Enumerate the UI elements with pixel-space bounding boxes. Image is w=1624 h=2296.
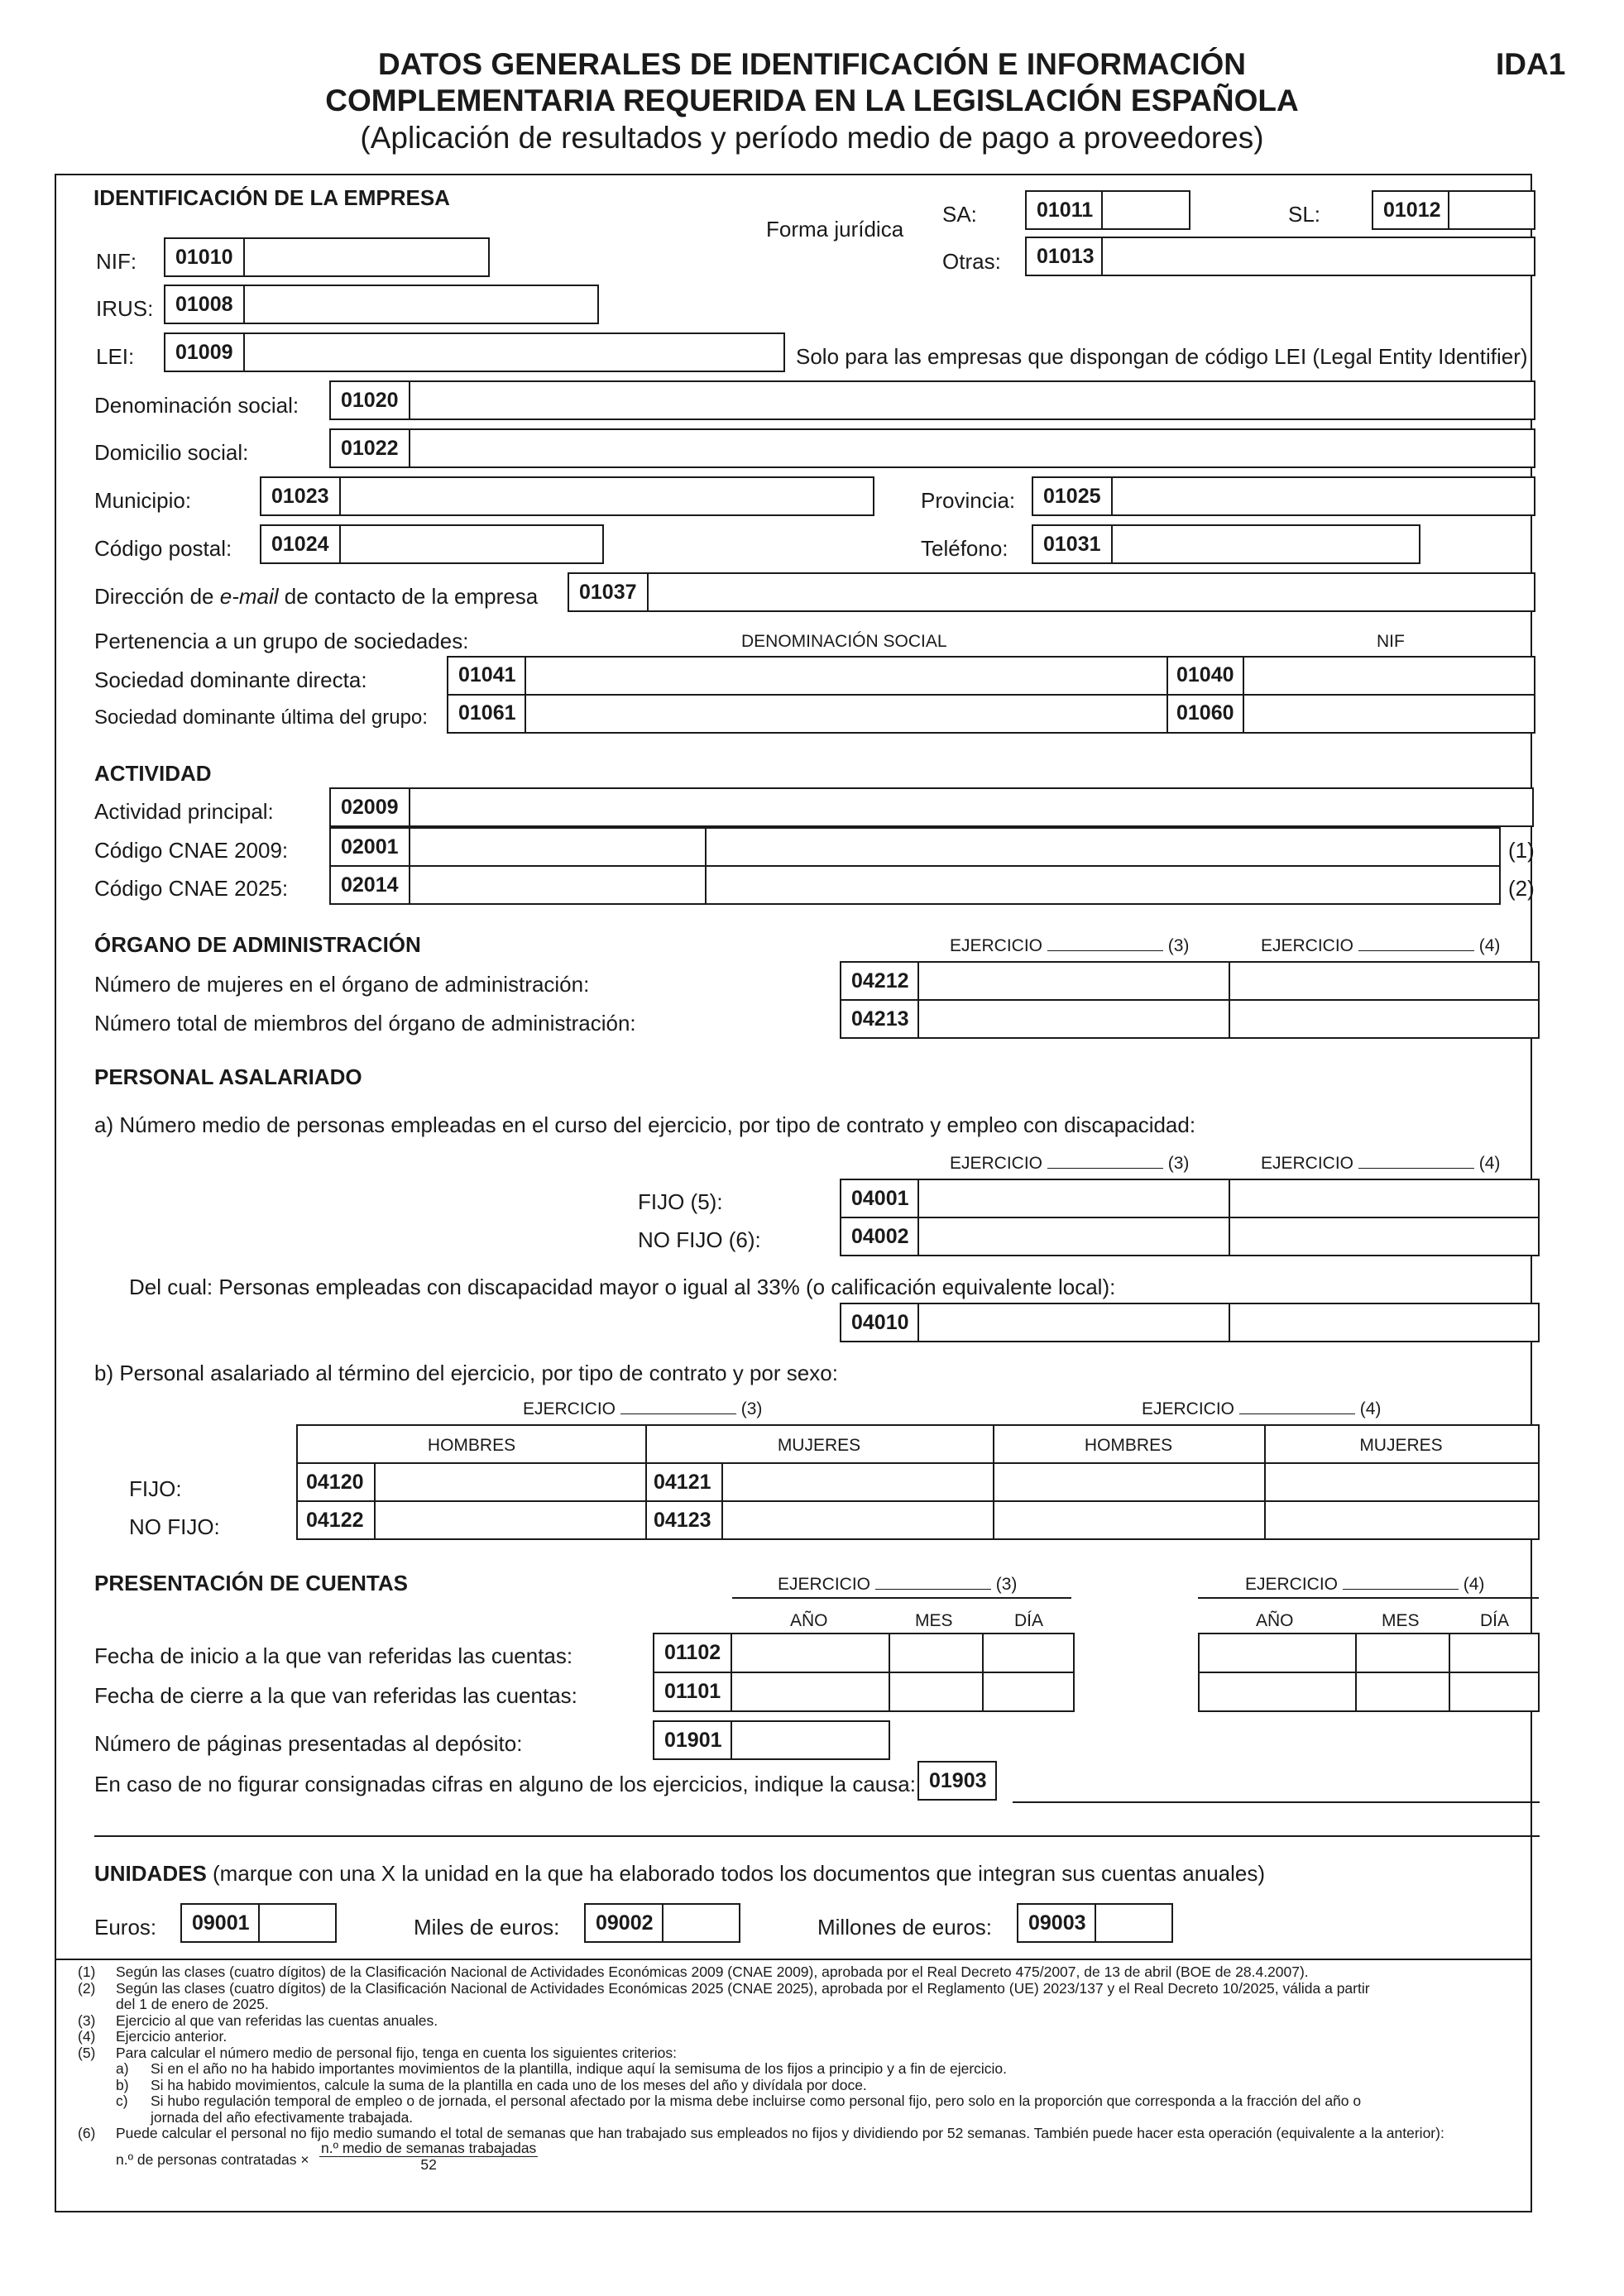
inicio-label: Fecha de inicio a la que van referidas las cuentas: [94,1643,573,1668]
organo-ejercicio-4-label: EJERCICIO [1261,936,1354,955]
cp-field[interactable] [260,524,604,564]
euros-code: 09001 [182,1905,260,1941]
causa-label: En caso de no figurar consignadas cifras en alguno de los ejercicios, indique la causa: [94,1772,916,1796]
footnote-5a-text: Si en el año no ha habido importantes movimientos de la plantilla, indique aquí la semisuma de los fijos a principio y a fin de ejercicio. [151,2060,1008,2077]
cuentas-ref-3: (3) [995,1575,1018,1594]
cuentas-ejercicio-3-rule [732,1597,1071,1599]
total-organo-code: 04213 [851,1007,909,1031]
title-line-1: DATOS GENERALES DE IDENTIFICACIÓN E INFORMACIÓN [377,47,1247,81]
sl-label: SL: [1288,202,1321,227]
cnae2009-ref: (1) [1508,838,1535,863]
personal-a-ejercicio-4-label: EJERCICIO [1261,1154,1354,1173]
paginas-field[interactable] [653,1720,890,1760]
domicilio-code: 01022 [331,430,410,466]
domicilio-field[interactable] [329,428,1535,468]
b-mujeres-header-3: MUJERES [777,1436,861,1455]
personal-a-ref-3: (3) [1167,1154,1190,1173]
organo-ref-4: (4) [1478,936,1501,955]
b-fijo-m-code: 04121 [654,1471,711,1494]
organo-ref-3: (3) [1167,936,1190,955]
total-organo-input-4[interactable] [1230,1001,1538,1037]
title-line-2: COMPLEMENTARIA REQUERIDA EN LA LEGISLACIÓN ESPAÑOLA [325,84,1299,117]
directa-input[interactable] [526,658,1167,694]
formula [78,2139,1559,2175]
miles-code: 09002 [586,1905,663,1941]
b-nofijo-m-input[interactable] [723,1502,993,1538]
footnote-5b-num: b) [116,2076,129,2093]
form-code: IDA1 [1496,47,1566,81]
b-fijo-h-input[interactable] [376,1464,645,1500]
cuentas-heading: PRESENTACIÓN DE CUENTAS [94,1571,408,1595]
cierre-mes-3[interactable] [890,1673,982,1710]
personal-b-ref-3: (3) [740,1399,763,1418]
footnote-6-num: (6) [78,2125,96,2141]
dia-header-3: DÍA [1014,1611,1044,1630]
ultima-nif-code: 01060 [1176,701,1234,725]
discap-input-3[interactable] [919,1304,1229,1341]
cuentas-table-4 [1198,1633,1540,1712]
ultima-input[interactable] [526,696,1167,732]
inicio-dia-4[interactable] [1450,1634,1538,1672]
footnote-2-text-a: Según las clases (cuatro dígitos) de la Clasificación Nacional de Actividades Económicas 2025 (CNAE 2025), aprobada por el Reglamento (UE) 2023/137 y el Real Decreto 10/2025, válida a partir [116,1979,1370,1997]
actividad-heading: ACTIVIDAD [94,761,212,786]
cuentas-ejercicio-3-blank[interactable] [875,1576,991,1590]
fijo-input-4[interactable] [1230,1180,1538,1217]
footnote-1-num: (1) [78,1964,96,1980]
denominacion-label: Denominación social: [94,393,299,418]
irus-field[interactable] [164,285,599,324]
inicio-code: 01102 [664,1641,721,1664]
cierre-anio-4[interactable] [1200,1673,1355,1710]
personal-a-ejercicio-3-blank[interactable] [1047,1155,1163,1169]
personal-a-ref-4: (4) [1478,1154,1501,1173]
organo-ejercicio-3 [950,936,1189,956]
cnae2025-code: 02014 [341,873,399,897]
miles-label: Miles de euros: [414,1915,560,1940]
b-mujeres-header-4: MUJERES [1359,1436,1443,1455]
footnote-5b [78,2078,1559,2094]
grupo-label: Pertenencia a un grupo de sociedades: [94,629,469,653]
formula-denominator: 52 [420,2156,437,2173]
paginas-label: Número de páginas presentadas al depósito: [94,1731,523,1756]
page-subtitle: (Aplicación de resultados y período medio de pago a proveedores) [360,121,1264,155]
email-label-post: de contacto de la empresa [278,584,539,609]
footnote-5 [78,2045,1559,2062]
cierre-dia-3[interactable] [984,1673,1073,1710]
b-nofijo-h-input-4[interactable] [994,1502,1264,1538]
personal-b-table [296,1424,1540,1540]
euros-label: Euros: [94,1915,157,1940]
nofijo-label: NO FIJO (6): [638,1227,761,1252]
personal-b-ejercicio-3 [523,1399,762,1419]
millones-field[interactable] [1017,1903,1173,1943]
domicilio-label: Domicilio social: [94,440,249,465]
principal-label: Actividad principal: [94,799,274,824]
footnote-5a [78,2061,1559,2078]
personal-a-ejercicio-4 [1261,1154,1500,1174]
discap-table [840,1303,1540,1342]
footnote-5-text: Para calcular el número medio de personal fijo, tenga en cuenta los siguientes criterios: [116,2044,678,2061]
personal-a-ejercicio-3-label: EJERCICIO [950,1154,1043,1173]
cuentas-ejercicio-3 [778,1575,1017,1595]
cuentas-ejercicio-4-blank[interactable] [1343,1576,1459,1590]
personal-b-ref-4: (4) [1359,1399,1382,1418]
organo-table [840,961,1540,1039]
b-fijo-h-input-4[interactable] [994,1464,1264,1500]
email-code: 01037 [569,574,649,610]
directa-code: 01041 [458,663,516,686]
nofijo-code: 04002 [851,1225,909,1248]
mes-header-4: MES [1382,1611,1420,1630]
fijo-code: 04001 [851,1187,909,1210]
email-label-em: e-mail [219,584,279,609]
sa-code: 01011 [1027,192,1103,228]
formula-fraction [319,2141,538,2174]
footnote-5c-text-b: jornada del año efectivamente trabajada. [151,2108,414,2126]
personal-b-ejercicio-3-label: EJERCICIO [523,1399,616,1418]
telefono-code: 01031 [1033,526,1113,562]
cnae2025-input[interactable] [410,867,1499,903]
footnote-5c [78,2093,1559,2126]
inicio-mes-4[interactable] [1357,1634,1449,1672]
grupo-table [447,656,1535,734]
causa-code: 01903 [929,1768,987,1792]
b-fijo-label: FIJO: [129,1476,182,1501]
unidades-title [94,1861,1265,1886]
directa-label: Sociedad dominante directa: [94,667,367,692]
b-nofijo-m-input-4[interactable] [1266,1502,1538,1538]
inicio-anio-4[interactable] [1200,1634,1355,1672]
footnote-5-num: (5) [78,2044,96,2061]
principal-field[interactable] [329,787,1534,827]
identificacion-heading: IDENTIFICACIÓN DE LA EMPRESA [93,185,450,210]
footnote-4-num: (4) [78,2028,96,2045]
anio-header-3: AÑO [790,1611,828,1630]
lei-field[interactable] [164,332,785,372]
fijo-input-3[interactable] [919,1180,1229,1217]
discap-input-4[interactable] [1230,1304,1538,1341]
footnote-5b-text: Si ha habido movimientos, calcule la suma de la plantilla en cada uno de los meses del año y divídala por doce. [151,2076,867,2093]
telefono-field[interactable] [1032,524,1420,564]
footnote-3-text: Ejercicio al que van referidas las cuentas anuales. [116,2011,438,2029]
formula-numerator: n.º medio de semanas trabajadas [321,2139,537,2156]
mujeres-organo-label: Número de mujeres en el órgano de administración: [94,972,590,997]
email-field[interactable] [568,572,1535,612]
millones-label: Millones de euros: [817,1915,992,1940]
ultima-code: 01061 [458,701,516,725]
personal-b-ejercicio-3-blank[interactable] [620,1400,736,1414]
b-hombres-header-3: HOMBRES [427,1436,516,1455]
footnote-6-text: Puede calcular el personal no fijo medio sumando el total de semanas que han trabajado sus empleados no fijos y dividiendo por 52 semanas. También puede hacer esta operación (equivalente a la anterior): [116,2125,1444,2141]
email-label-pre: Dirección de [94,584,220,609]
b-nofijo-h-code: 04122 [306,1509,364,1532]
otras-field[interactable] [1025,237,1535,276]
lei-note: Solo para las empresas que dispongan de código LEI (Legal Entity Identifier) [796,344,1528,369]
personal-b-ejercicio-4 [1142,1399,1381,1419]
mujeres-organo-code: 04212 [851,969,909,993]
telefono-label: Teléfono: [921,536,1008,561]
directa-nif-code: 01040 [1176,663,1234,686]
cnae2009-code: 02001 [341,835,399,859]
mujeres-organo-input-4[interactable] [1230,963,1538,999]
email-label [94,584,538,609]
grupo-col-denominacion: DENOMINACIÓN SOCIAL [741,632,947,651]
footnote-2-text-b: del 1 de enero de 2025. [116,1996,269,2012]
irus-code: 01008 [165,286,245,323]
cnae2025-ref: (2) [1508,876,1535,901]
organo-heading: ÓRGANO DE ADMINISTRACIÓN [94,932,421,957]
personal-b-ejercicio-4-blank[interactable] [1239,1400,1355,1414]
nif-label: NIF: [96,249,137,274]
personal-b-ejercicio-4-label: EJERCICIO [1142,1399,1235,1418]
cierre-mes-4[interactable] [1357,1673,1449,1710]
sl-field[interactable] [1372,190,1535,230]
footnote-3 [78,2013,1559,2030]
municipio-field[interactable] [260,476,874,516]
cuentas-ejercicio-4-rule [1198,1597,1539,1599]
municipio-code: 01023 [261,478,341,514]
fijo-label: FIJO (5): [638,1189,723,1214]
causa-input-line[interactable] [1013,1796,1540,1803]
mes-header-3: MES [915,1611,953,1630]
irus-label: IRUS: [96,296,154,321]
footnote-1-text: Según las clases (cuatro dígitos) de la Clasificación Nacional de Actividades Económicas 2009 (CNAE 2009), aprobada por el Real Decreto 475/2007, de 13 de abril (BOE de 28.4.2007). [116,1964,1309,1980]
otras-label: Otras: [942,249,1001,274]
b-fijo-h-code: 04120 [306,1471,364,1494]
miles-field[interactable] [584,1903,740,1943]
total-organo-label: Número total de miembros del órgano de administración: [94,1011,636,1036]
b-nofijo-m-code: 04123 [654,1509,711,1532]
organo-ejercicio-4 [1261,936,1500,956]
organo-ejercicio-4-blank[interactable] [1358,937,1474,951]
footnote-5c-num: c) [116,2093,128,2109]
grupo-nif-code-left [1167,658,1168,732]
cierre-dia-4[interactable] [1450,1673,1538,1710]
b-nofijo-h-input[interactable] [376,1502,645,1538]
page-title [0,46,1624,157]
principal-code: 02009 [331,789,410,825]
b-fijo-m-input-4[interactable] [1266,1464,1538,1500]
organo-ejercicio-3-blank[interactable] [1047,937,1163,951]
b-nofijo-label: NO FIJO: [129,1514,220,1539]
provincia-field[interactable] [1032,476,1535,516]
euros-field[interactable] [180,1903,337,1943]
personal-a-table [840,1179,1540,1256]
anio-header-4: AÑO [1256,1611,1294,1630]
forma-juridica-label: Forma jurídica [766,217,904,242]
organo-ejercicio-3-label: EJERCICIO [950,936,1043,955]
footnote-3-num: (3) [78,2011,96,2029]
discap-code: 04010 [851,1311,909,1334]
dia-header-4: DÍA [1480,1611,1510,1630]
formula-left: n.º de personas contratadas × [116,2150,309,2168]
footnotes-divider [55,1959,1532,1960]
footnote-2-num: (2) [78,1979,96,1997]
mujeres-organo-input-3[interactable] [919,963,1229,999]
nofijo-input-3[interactable] [919,1218,1229,1255]
unidades-heading: UNIDADES [94,1861,207,1886]
b-hombres-header-4: HOMBRES [1084,1436,1173,1455]
cnae2009-input[interactable] [410,829,1499,865]
cuentas-table-3 [653,1633,1075,1712]
sa-field[interactable] [1025,190,1190,230]
cuentas-ref-4: (4) [1463,1575,1485,1594]
grupo-col-nif: NIF [1377,632,1405,651]
nif-code: 01010 [165,239,245,275]
footnotes [78,1964,1559,2175]
footnote-2 [78,1981,1559,2013]
footnote-1 [78,1964,1559,1981]
ultima-nif-input[interactable] [1244,696,1534,732]
personal-b-label: b) Personal asalariado al término del ejercicio, por tipo de contrato y por sexo: [94,1361,838,1385]
footnote-4-text: Ejercicio anterior. [116,2028,228,2045]
personal-heading: PERSONAL ASALARIADO [94,1064,362,1089]
ultima-label: Sociedad dominante última del grupo: [94,706,428,729]
cuentas-ejercicio-4 [1245,1575,1484,1595]
unidades-note: (marque con una X la unidad en la que ha elaborado todos los documentos que integran sus cuentas anuales) [206,1861,1266,1886]
millones-code: 09003 [1018,1905,1096,1941]
personal-a-label: a) Número medio de personas empleadas en el curso del ejercicio, por tipo de contrato y empleo con discapacidad: [94,1112,1196,1137]
causa-code-box [917,1761,997,1801]
footnote-5c-text-a: Si hubo regulación temporal de empleo o de jornada, el personal afectado por la misma debe incluirse como personal fijo, pero solo en la proporción que corresponda a la fracción del año o [151,2093,1362,2109]
total-organo-input-3[interactable] [919,1001,1229,1037]
provincia-label: Provincia: [921,488,1016,513]
denominacion-field[interactable] [329,380,1535,420]
cierre-anio-3[interactable] [732,1673,889,1710]
directa-nif-input[interactable] [1244,658,1534,694]
inicio-anio-3[interactable] [732,1634,889,1672]
lei-code: 01009 [165,334,245,371]
personal-a-ejercicio-3 [950,1154,1189,1174]
cnae2009-label: Código CNAE 2009: [94,838,289,863]
b-fijo-m-input[interactable] [723,1464,993,1500]
sa-label: SA: [942,202,977,227]
footnote-4 [78,2029,1559,2045]
municipio-label: Municipio: [94,488,192,513]
sl-code: 01012 [1373,192,1449,228]
footnote-6 [78,2126,1559,2142]
nif-field[interactable] [164,237,490,277]
inicio-dia-3[interactable] [984,1634,1073,1672]
paginas-code: 01901 [654,1722,732,1758]
cp-label: Código postal: [94,536,232,561]
lei-label: LEI: [96,344,135,369]
nofijo-input-4[interactable] [1230,1218,1538,1255]
personal-a-ejercicio-4-blank[interactable] [1358,1155,1474,1169]
cuentas-ejercicio-3-label: EJERCICIO [778,1575,871,1594]
cnae-table [329,827,1501,905]
provincia-code: 01025 [1033,478,1113,514]
cierre-label: Fecha de cierre a la que van referidas las cuentas: [94,1683,577,1708]
discap-label: Del cual: Personas empleadas con discapacidad mayor o igual al 33% (o calificación equivalente local): [129,1275,1116,1299]
footnote-5a-num: a) [116,2060,129,2077]
cuentas-ejercicio-4-label: EJERCICIO [1245,1575,1339,1594]
unidades-divider [94,1835,1540,1837]
cp-code: 01024 [261,526,341,562]
inicio-mes-3[interactable] [890,1634,982,1672]
cierre-code: 01101 [664,1680,721,1703]
denominacion-code: 01020 [331,382,410,419]
otras-code: 01013 [1027,238,1103,275]
cnae2025-label: Código CNAE 2025: [94,876,289,901]
